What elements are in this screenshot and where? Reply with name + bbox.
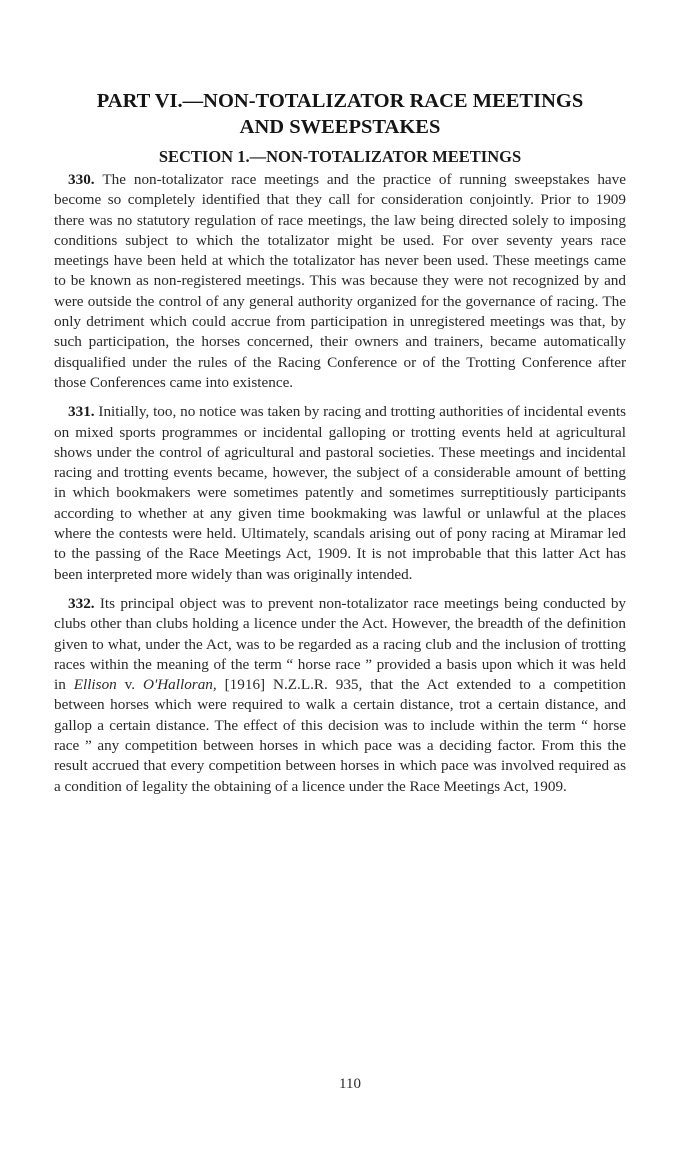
part-heading-line-1: PART VI.—NON-TOTALIZATOR RACE MEETINGS <box>96 90 584 112</box>
part-heading-line-2: AND SWEEPSTAKES <box>239 116 441 138</box>
paragraph-330 <box>54 170 626 393</box>
paragraph-text-before-case: Its principal object was to prevent non-totalizator race meetings being conducted by clubs other than clubs holding a licence under the Act. However, the breadth of the definition given to what, under the Act, was to be regarded as a racing club and the inclusion of trotting races within the meaning of the term “ horse race ” provided a basis upon which it was held in <box>54 594 627 694</box>
case-party-1: Ellison <box>73 676 117 694</box>
part-heading <box>54 88 626 140</box>
section-heading: SECTION 1.—NON-TOTALIZATOR MEETINGS <box>158 147 522 166</box>
paragraph-number: 331. <box>68 403 99 421</box>
document-page <box>54 88 626 806</box>
paragraph-331 <box>54 402 626 585</box>
paragraph-number: 330. <box>68 171 103 188</box>
page-number: 110 <box>339 1076 361 1092</box>
paragraph-332 <box>54 594 626 797</box>
case-versus: v. <box>116 676 143 694</box>
paragraph-text: Initially, too, no notice was taken by racing and trotting authorities of incidental events on mixed sports programmes or incidental galloping or trotting events held at agricultural shows under the control of agricultural and pastoral societies. These meetings and incidental racing and trotting events became, however, the subject of a considerable amount of betting in which bookmakers were sometimes patently and sometimes surreptitiously participants according to whether at any given time bookmaking was lawful or unlawful at the places where the contests were held. Ultimately, scandals arising out of pony racing at Miramar led to the passing of the Race Meetings Act, 1909. It is not improbable that this latter Act has been interpreted more widely than was originally intended. <box>54 403 627 583</box>
paragraph-text-after-case: , [1916] N.Z.L.R. 935, that the Act extended to a competition between horses which were required to walk a certain distance, trot a certain distance, and gallop a certain distance. The effect of this decision was to include within the term “ horse race ” any competition between horses in which pace was a deciding factor. From this the result accrued that every competition between horses in which pace was involved required as a condition of legality the obtaining of a licence under the Race Meetings Act, 1909. <box>54 676 626 795</box>
paragraph-text: The non-totalizator race meetings and the practice of running sweepstakes have become so completely identified that they call for consideration conjointly. Prior to 1909 there was no statutory regulation of race meetings, the law being directed solely to imposing conditions subject to which the totalizator might be used. For over seventy years race meetings have been held at which the totalizator has never been used. These meetings came to be known as non-registered meetings. This was because they were not recognized by and were outside the control of any general authority organized for the governance of racing. The only detriment which could accrue from participation in unregistered meetings was that, by such participation, the horses concerned, their owners and trainers, became automatically disqualified under the rules of the Racing Conference or of the Trotting Conference after those Conferences came into existence. <box>54 171 626 391</box>
case-party-2: O'Halloran <box>142 676 213 694</box>
paragraph-number: 332. <box>68 594 100 612</box>
